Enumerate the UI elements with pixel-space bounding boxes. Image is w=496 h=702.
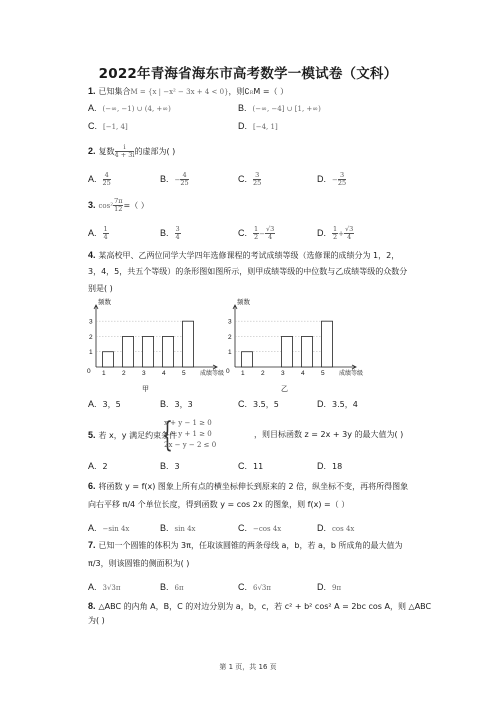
- origin-label-0: 0: [87, 368, 91, 375]
- q3-option-d[interactable]: D. $\frac{1}{2}$ + $\frac{√3}{4}$: [317, 225, 354, 241]
- q5-option-c[interactable]: C. 11: [238, 461, 264, 471]
- q3-option-b[interactable]: B. $\frac{3}{4}$: [160, 225, 180, 241]
- question-8-line-2: 为( ): [88, 616, 105, 625]
- y-tick-label-0: 1: [89, 349, 93, 357]
- x-tick-label-1: 1: [241, 370, 245, 377]
- x-tick-label-0: 3: [142, 370, 146, 377]
- y-tick-label-1: 2: [228, 333, 232, 341]
- q1-option-d[interactable]: D. [−4, 1]: [238, 121, 278, 131]
- question-3-stem: 3. cos² $\frac{7\pi}{12}$ =（ ）: [88, 197, 149, 213]
- x-axis-label-1: 成绩等级: [339, 371, 364, 377]
- bar-1-5: [322, 321, 333, 367]
- q1-option-a[interactable]: A. (−∞, −1) ∪ (4, +∞): [88, 103, 171, 113]
- y-axis-label-1: 频数: [237, 299, 250, 306]
- q6-option-a[interactable]: A. −sin 4x: [88, 523, 130, 533]
- bar-1-4: [302, 336, 313, 367]
- q5-option-a[interactable]: A. 2: [88, 461, 108, 471]
- x-tick-label-0: 1: [102, 370, 106, 377]
- page-footer: 第 1 页，共 16 页: [219, 663, 277, 671]
- q1-option-c[interactable]: C. [−1, 4]: [88, 121, 128, 131]
- question-6-line-2: 向右平移 π/4 个单位长度，得到函数 y = cos 2x 的图象，则 f(x) =（ ）: [88, 500, 350, 509]
- x-axis-label-0: 成绩等级: [200, 371, 225, 377]
- question-5-stem-pre: 5. 若 x，y 满足约束条件: [88, 430, 178, 440]
- question-7-line-2: π/3，则该圆锥的侧面积为( ): [88, 559, 190, 568]
- x-tick-label-0: 4: [162, 370, 166, 377]
- y-tick-label-1: 3: [228, 318, 232, 326]
- q2-option-a[interactable]: A. $\frac{4}{25}$: [88, 171, 111, 187]
- x-tick-label-0: 5: [182, 370, 186, 377]
- q6-option-b[interactable]: B. sin 4x: [160, 523, 196, 533]
- page-title: 2022年青海省海东市高考数学一模试卷（文科）: [98, 66, 398, 82]
- question-7-line-1: 7. 已知一个圆锥的体积为 3π，任取该圆锥的两条母线 a，b，若 a，b 所成角的最大值为: [88, 540, 403, 550]
- q7-option-b[interactable]: B. 6π: [160, 582, 184, 592]
- q1-option-b[interactable]: B. (−∞, −4] ∪ [1, +∞): [238, 103, 321, 113]
- y-tick-label-0: 3: [89, 318, 93, 326]
- q4-option-a[interactable]: A. 3，5: [88, 399, 121, 409]
- chart-caption-1: 乙: [281, 386, 288, 393]
- q5-option-b[interactable]: B. 3: [160, 461, 180, 471]
- chart-caption-0: 甲: [142, 386, 149, 393]
- bar-0-4: [163, 336, 174, 367]
- bar-1-3: [282, 336, 293, 367]
- x-tick-label-1: 4: [301, 370, 305, 377]
- q3-option-c[interactable]: C. $\frac{1}{2}$ − $\frac{√3}{4}$: [238, 225, 275, 241]
- question-1-stem: 1. 已知集合M = {x | −x² − 3x + 4 < 0}，则∁RM =（ ）: [88, 86, 289, 96]
- question-4-line-2: 3，4，5，共五个等级）的条形图如图所示，则甲成绩等级的中位数与乙成绩等级的众数分: [88, 267, 408, 276]
- question-4-line-1: 4. 某高校甲、乙两位同学大学四年选修课程的考试成绩等级（选修课的成绩分为 1，2，: [88, 250, 400, 260]
- question-2-stem: 2. 复数 $\frac{i}{4 + 3i}$ 的虚部为( ): [88, 143, 176, 159]
- bar-charts: [0, 298, 496, 398]
- q6-option-c[interactable]: C. −cos 4x: [238, 523, 282, 533]
- x-tick-label-1: 5: [321, 370, 325, 377]
- brace-symbol: {: [162, 415, 173, 455]
- x-tick-label-0: 2: [122, 370, 126, 377]
- x-tick-label-1: 2: [261, 370, 265, 377]
- bar-1-1: [242, 352, 253, 367]
- bar-0-1: [103, 352, 114, 367]
- question-4-line-3: 别是( ): [88, 284, 113, 293]
- x-tick-label-1: 3: [281, 370, 285, 377]
- bar-0-2: [123, 336, 134, 367]
- y-tick-label-1: 1: [228, 349, 232, 357]
- question-5-stem-post: ，则目标函数 z = 2x + 3y 的最大值为( ): [254, 430, 404, 439]
- origin-label-1: 0: [226, 368, 230, 375]
- bar-0-3: [143, 336, 154, 367]
- q7-option-d[interactable]: D. 9π: [317, 582, 342, 592]
- question-6-line-1: 6. 将函数 y = f(x) 图象上所有点的横坐标伸长到原来的 2 倍，纵坐标不变，再将所得图象: [88, 481, 409, 491]
- constraint-system: x + y − 1 ≥ 0 x − y + 1 ≥ 0 2x − y − 2 ≤ 0: [164, 419, 217, 449]
- q7-option-a[interactable]: A. 3√3π: [88, 582, 121, 592]
- q4-option-b[interactable]: B. 3，3: [160, 399, 193, 409]
- q2-option-b[interactable]: B. − $\frac{4}{25}$: [160, 171, 189, 187]
- q4-option-c[interactable]: C. 3.5，5: [238, 399, 279, 409]
- bar-0-5: [183, 321, 194, 367]
- question-8-line-1: 8. △ABC 的内角 A，B，C 的对边分别为 a，b，c，若 c² + b² cos² A = 2bc cos A，则 △ABC: [88, 601, 432, 611]
- q2-option-c[interactable]: C. $\frac{3}{25}$: [238, 171, 262, 187]
- q3-option-a[interactable]: A. $\frac{1}{4}$: [88, 225, 108, 241]
- q2-option-d[interactable]: D. − $\frac{3}{25}$: [317, 171, 347, 187]
- q5-option-d[interactable]: D. 18: [317, 461, 343, 471]
- y-axis-label-0: 频数: [98, 299, 111, 306]
- q4-option-d[interactable]: D. 3.5，4: [317, 399, 358, 409]
- q6-option-d[interactable]: D. cos 4x: [317, 523, 355, 533]
- y-tick-label-0: 2: [89, 333, 93, 341]
- q7-option-c[interactable]: C. 6√3π: [238, 582, 271, 592]
